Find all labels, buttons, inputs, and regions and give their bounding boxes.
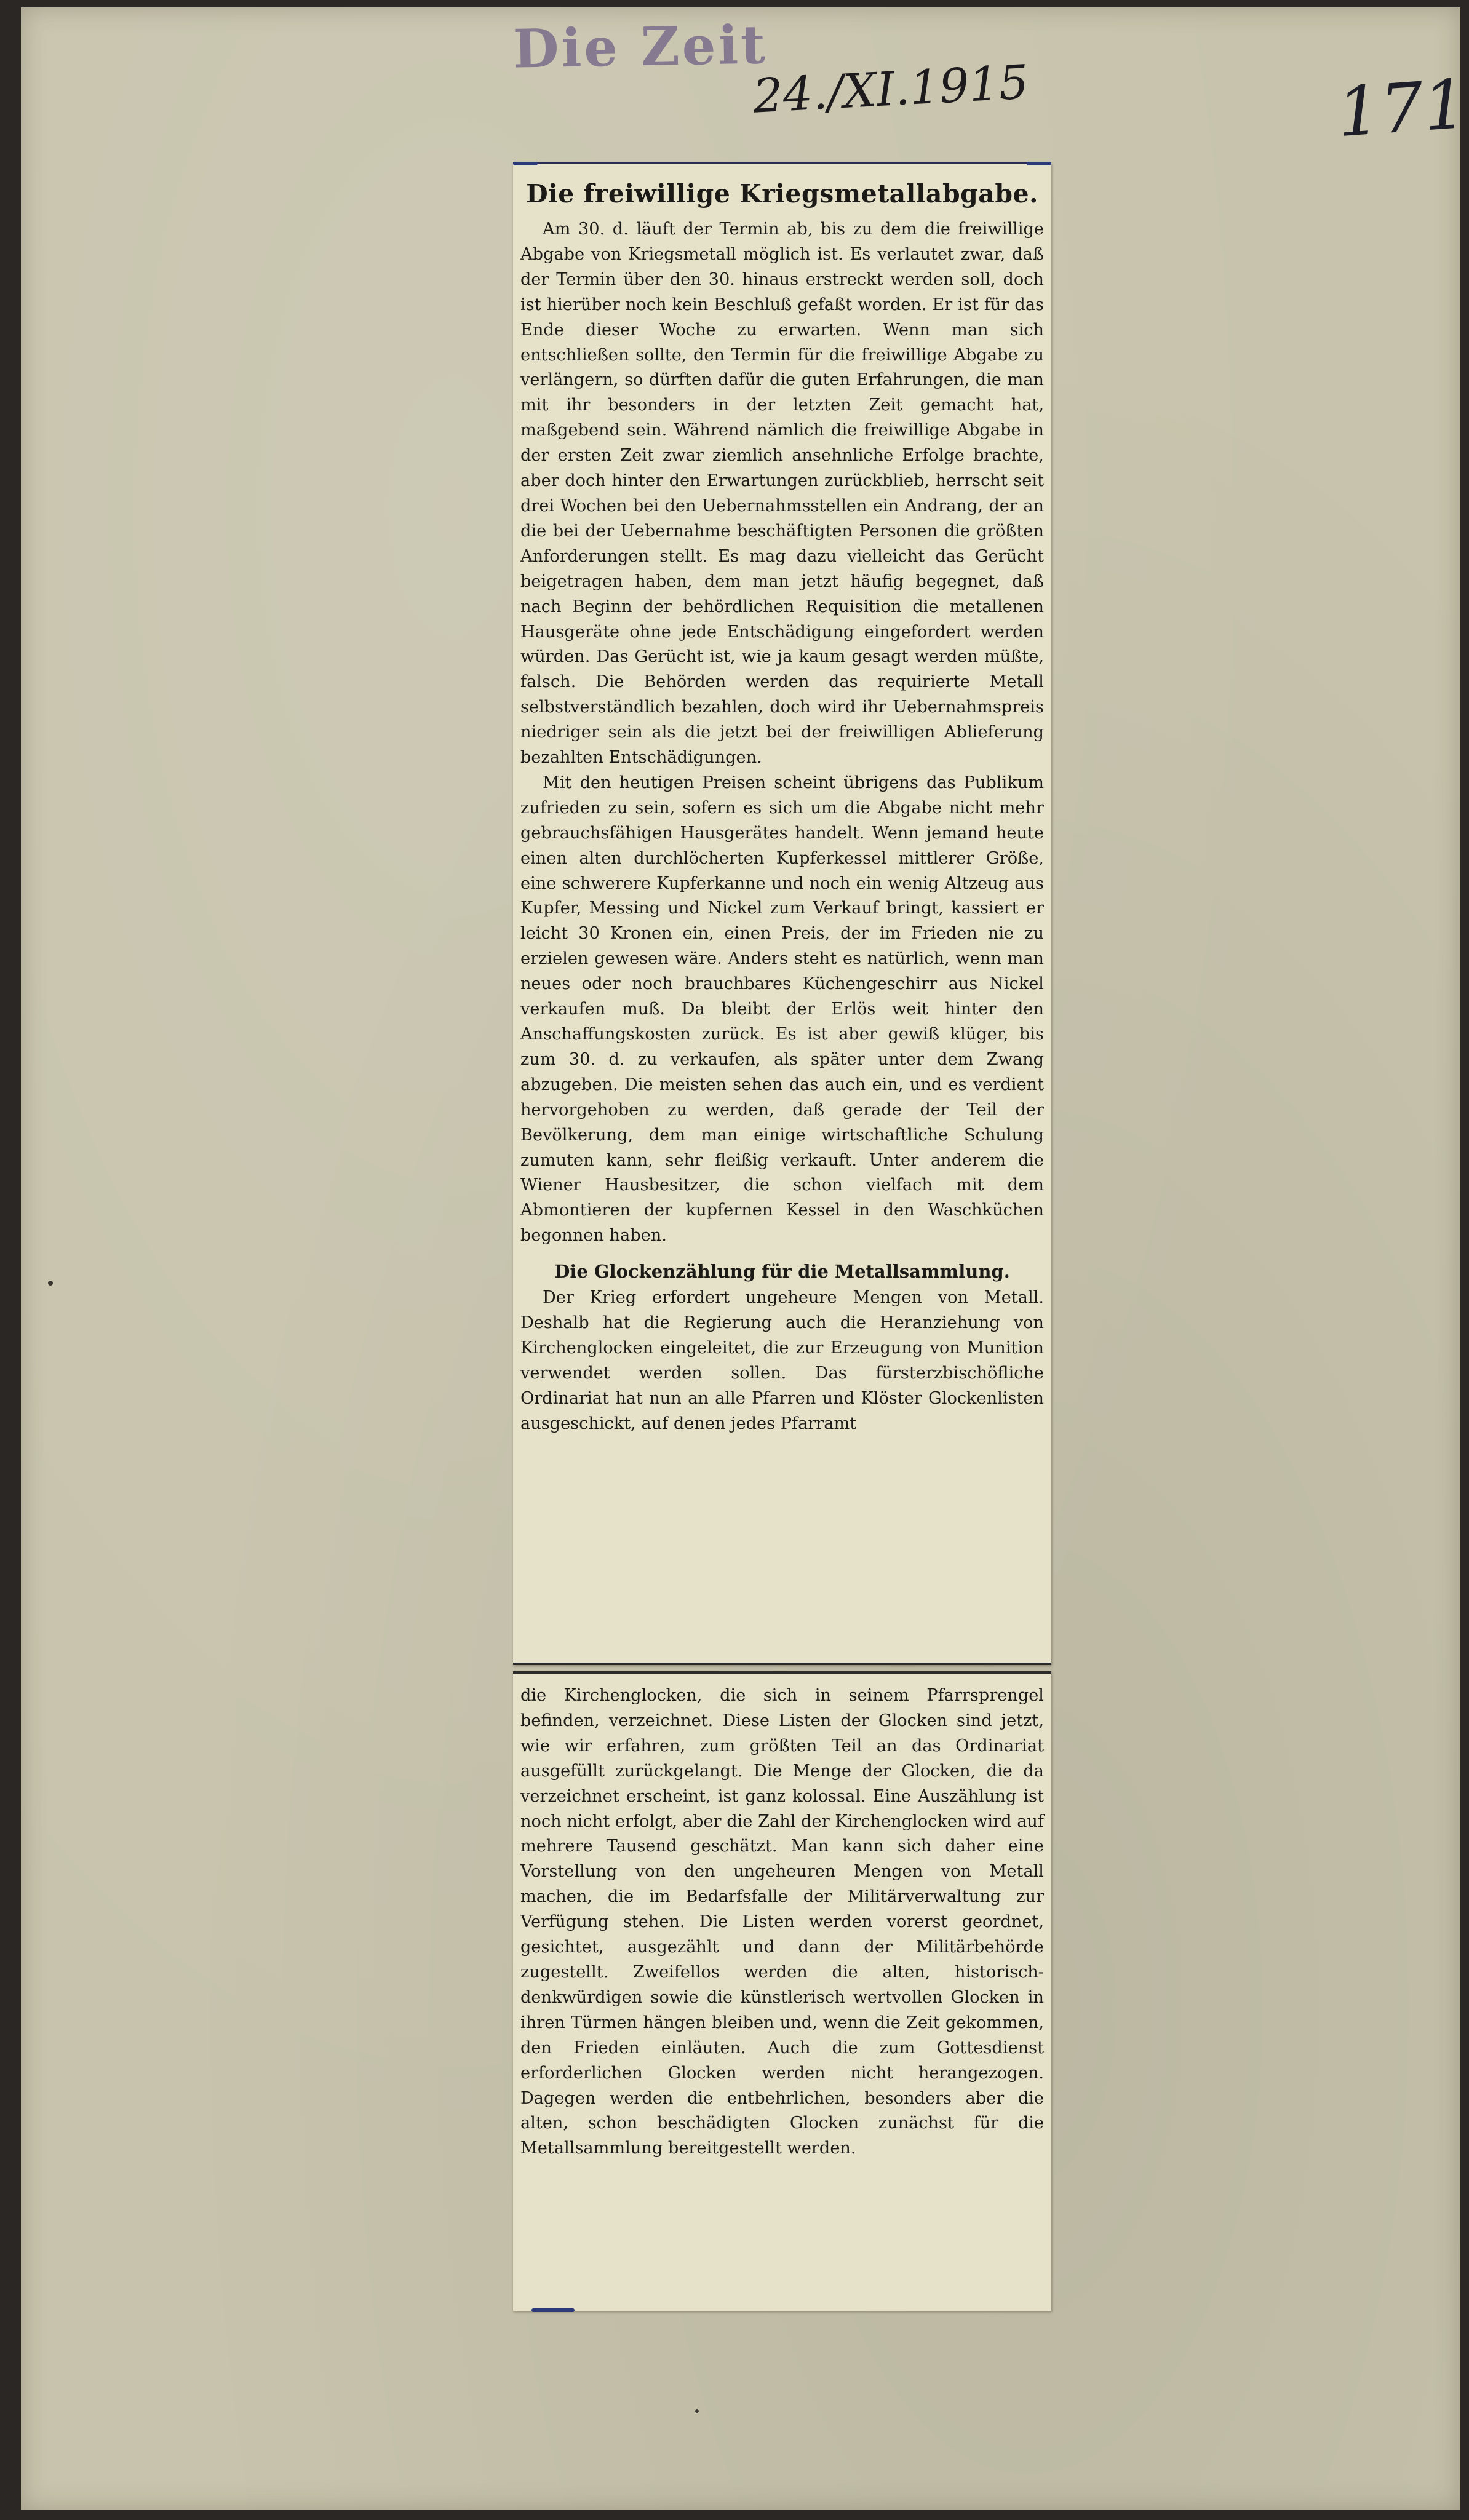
paper-speck	[48, 1281, 53, 1286]
clipping-2-column	[520, 1683, 1044, 2306]
article-headline: Die freiwillige Kriegsmetallabgabe.	[526, 179, 1038, 209]
article-paragraph: Am 30. d. läuft der Termin ab, bis zu dem die freiwillige Abgabe von Kriegsmetall möglich ist. Es verlautet zwar, daß der Termin über den 30. hinaus erstreckt werden soll, doch ist hierüber noch kein Beschluß gefaßt worden. Er ist für das Ende dieser Woche zu erwarten. Wenn man sich entschließen sollte, den Termin für die freiwillige Abgabe zu verlängern, so dürften dafür die guten Erfahrungen, die man mit ihr besonders in der letzten Zeit gemacht hat, maßgebend sein. Während nämlich die freiwillige Abgabe in der ersten Zeit zwar ziemlich ansehnliche Erfolge brachte, aber doch hinter den Erwartungen zurückblieb, herrscht seit drei Wochen bei den Uebernahmsstellen ein Andrang, der an die bei der Uebernahme beschäftigten Personen die größten Anforderungen stellt. Es mag dazu vielleicht das Gerücht beigetragen haben, dem man jetzt häufig begegnet, daß nach Beginn der behördlichen Requisition die metallenen Hausgeräte ohne jede Entschädigung eingefordert werden würden. Das Gerücht ist, wie ja kaum gesagt werden müßte, falsch. Die Behörden werden das requirierte Metall selbstverständlich bezahlen, doch wird ihr Uebernahmspreis niedriger sein als die jetzt bei der freiwilligen Ablieferung bezahlten Entschädigungen.	[520, 220, 1044, 768]
column-rule	[513, 1663, 1051, 1665]
folio-number: 171	[1334, 64, 1469, 153]
newspaper-clipping-2	[513, 1671, 1051, 2311]
article-subheadline: Die Glockenzählung für die Metallsammlung.	[554, 1261, 1010, 1282]
blue-pencil-mark	[1027, 162, 1051, 165]
blue-pencil-mark	[531, 2308, 575, 2312]
newspaper-clipping-1	[513, 162, 1051, 1665]
archive-sheet	[21, 7, 1469, 2510]
blue-pencil-mark	[513, 162, 538, 165]
handwritten-date: 24./XI.1915	[751, 54, 1030, 124]
paper-speck	[695, 2409, 699, 2413]
article-paragraph: die Kirchenglocken, die sich in seinem Pfarrsprengel befinden, verzeichnet. Diese Listen der Glocken sind jetzt, wie wir erfahren, zum größten Teil an das Ordinariat ausgefüllt zurückgelangt. Die Menge der Glocken, die da verzeichnet erscheint, ist ganz kolossal. Eine Auszählung ist noch nicht erfolgt, aber die Zahl der Kirchenglocken wird auf mehrere Tausend geschätzt. Man kann sich daher eine Vorstellung von den ungeheuren Mengen von Metall machen, die im Bedarfsfalle der Militärverwaltung zur Verfügung stehen. Die Listen werden vorerst geordnet, gesichtet, ausgezählt und dann der Militärbehörde zugestellt. Zweifellos werden die alten, historisch-denkwürdigen sowie die künstlerisch wertvollen Glocken in ihren Türmen hängen bleiben und, wenn die Zeit gekommen, den Frieden einläuten. Auch die zum Gottesdienst erforderlichen Glocken werden nicht herangezogen. Dagegen werden die entbehrlichen, besonders aber die alten, schon beschädigten Glocken zunächst für die Metallsammlung bereitgestellt werden.	[520, 1686, 1044, 2158]
article-paragraph: Der Krieg erfordert ungeheure Mengen von Metall. Deshalb hat die Regierung auch die Heranziehung von Kirchenglocken eingeleitet, die zur Erzeugung von Munition verwendet werden sollen. Das fürsterzbischöfliche Ordinariat hat nun an alle Pfarren und Klöster Glockenlisten ausgeschickt, auf denen jedes Pfarramt	[520, 1288, 1044, 1433]
article-paragraph: Mit den heutigen Preisen scheint übrigens das Publikum zufrieden zu sein, sofern es sich um die Abgabe nicht mehr gebrauchsfähigen Hausgerätes handelt. Wenn jemand heute einen alten durchlöcherten Kupferkessel mittlerer Größe, eine schwerere Kupferkanne und noch ein wenig Altzeug aus Kupfer, Messing und Nickel zum Verkauf bringt, kassiert er leicht 30 Kronen ein, einen Preis, der im Frieden nie zu erzielen gewesen wäre. Anders steht es natürlich, wenn man neues oder noch brauchbares Küchengeschirr aus Nickel verkaufen muß. Da bleibt der Erlös weit hinter den Anschaffungskosten zurück. Es ist aber gewiß klüger, bis zum 30. d. zu verkaufen, als später unter dem Zwang abzugeben. Die meisten sehen das auch ein, und es verdient hervorgehoben zu werden, daß gerade der Teil der Bevölkerung, dem man einige wirtschaftliche Schulung zumuten kann, sehr fleißig verkauft. Unter anderem die Wiener Hausbesitzer, die schon vielfach mit dem Abmontieren der kupfernen Kessel in den Waschküchen begonnen haben.	[520, 773, 1044, 1246]
clipping-1-column	[520, 168, 1044, 1660]
newspaper-stamp: Die Zeit	[512, 14, 768, 81]
column-rule	[513, 1671, 1051, 1674]
